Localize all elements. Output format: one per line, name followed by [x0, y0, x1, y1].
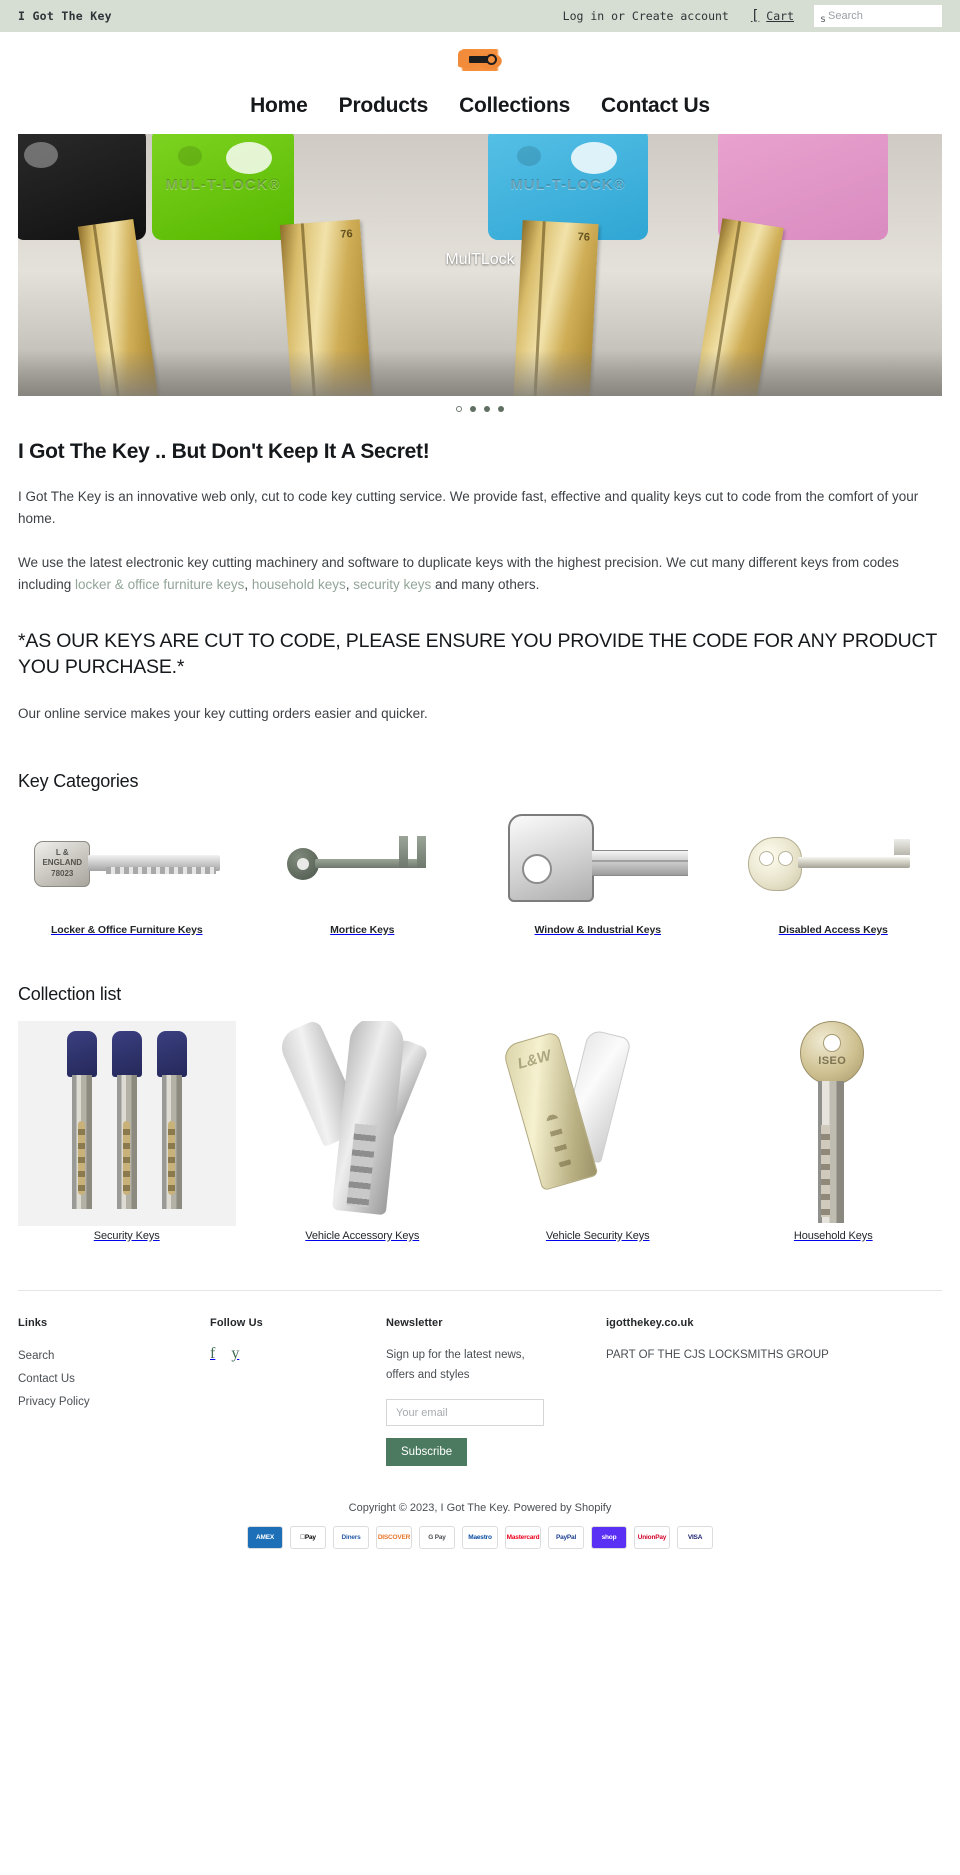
copyright: [0, 1502, 960, 1514]
key-category-window-industrial[interactable]: [489, 808, 707, 938]
search-icon: s: [820, 14, 827, 25]
collection-vehicle-security-keys[interactable]: [489, 1021, 707, 1244]
cart-icon: [: [750, 8, 760, 24]
nav-item-products[interactable]: Products: [338, 94, 429, 117]
vehicle-security-keys-art: [515, 1036, 680, 1211]
footer-site-heading: igotthekey.co.uk: [606, 1316, 694, 1329]
intro-paragraph: I Got The Key is an innovative web only, cut to code key cutting service. We provide fast, effective and quality keys cut to code from the comfort of your home.: [18, 489, 919, 526]
collection-household-keys[interactable]: [725, 1021, 943, 1244]
key-dimples: [546, 1113, 573, 1170]
key-head-small-hole: [517, 146, 541, 166]
key-center: [332, 1021, 406, 1216]
key-blade: [162, 1075, 182, 1209]
key-head: [508, 814, 594, 902]
sep-1: ,: [244, 576, 252, 592]
key-category-label: Mortice Keys: [330, 923, 395, 936]
logo-area: [0, 32, 960, 80]
or-label: or: [611, 9, 625, 23]
key-cap: [112, 1031, 142, 1077]
key-bow-stamp: L & ENGLAND 78023: [42, 847, 83, 879]
carousel-dot-2[interactable]: [470, 406, 476, 412]
window-key-image: [489, 808, 707, 920]
key-blade: [818, 1081, 844, 1223]
key-bow-hole: [823, 1034, 841, 1052]
machinery-paragraph-pre: We use the latest electronic key cutting machinery and software to duplicate keys with the highest precision. We cut many different keys from codes including: [18, 554, 899, 592]
maestro-icon: Maestro: [462, 1526, 498, 1549]
top-utility-bar: [0, 0, 960, 32]
key-blade: [592, 850, 688, 876]
vehicle-accessory-keys-art: [280, 1023, 445, 1223]
key-category-locker-office-furniture[interactable]: [18, 808, 236, 938]
subscribe-button[interactable]: Subscribe: [386, 1438, 467, 1466]
social-icons: [210, 1345, 386, 1363]
key-cap: [67, 1031, 97, 1077]
key-category-label: Disabled Access Keys: [778, 923, 888, 936]
machinery-paragraph-post: and many others.: [431, 576, 540, 592]
collection-security-keys[interactable]: [18, 1021, 236, 1244]
key-category-label: Locker & Office Furniture Keys: [50, 923, 203, 936]
key-ward: [417, 836, 426, 868]
carousel-dot-4[interactable]: [498, 406, 504, 412]
disabled-access-key-art: [748, 829, 918, 899]
household-key-art: [798, 1021, 868, 1226]
collection-label: Household Keys: [793, 1229, 873, 1242]
facebook-glyph: f: [210, 1344, 216, 1362]
discover-icon: DISCOVER: [376, 1526, 412, 1549]
key-brand-stamp: L&W: [515, 1046, 554, 1073]
footer-follow-heading: Follow Us: [210, 1316, 263, 1329]
collection-label: Vehicle Security Keys: [545, 1229, 650, 1242]
paypal-icon: PayPal: [548, 1526, 584, 1549]
facebook-icon[interactable]: [210, 1345, 215, 1363]
account-links: [563, 9, 729, 23]
window-key-art: [508, 814, 688, 914]
diners-club-icon: Diners: [333, 1526, 369, 1549]
footer-link-contact-us[interactable]: Contact Us: [18, 1372, 75, 1385]
collection-list-grid: [18, 1021, 942, 1244]
key-rod: [798, 857, 910, 868]
footer-links-heading: Links: [18, 1316, 48, 1329]
collection-label: Vehicle Accessory Keys: [305, 1229, 420, 1242]
key-ward: [399, 836, 408, 868]
code-notice-heading: *AS OUR KEYS ARE CUT TO CODE, PLEASE ENSURE YOU PROVIDE THE CODE FOR ANY PRODUCT YOU PURCHASE.*: [18, 630, 937, 679]
cart-label: Cart: [766, 9, 794, 23]
locker-key-image: [18, 808, 236, 920]
disabled-access-key-image: [725, 808, 943, 920]
google-pay-icon: G Pay: [419, 1526, 455, 1549]
shop-pay-icon: shop: [591, 1526, 627, 1549]
amex-icon: AMEX: [247, 1526, 283, 1549]
footer-column-follow: [210, 1317, 386, 1466]
footer-column-site: [606, 1317, 942, 1466]
key-head-hole: [24, 142, 58, 168]
copyright-mid: .: [507, 1502, 514, 1515]
key-tip: [894, 839, 910, 855]
carousel-dot-1[interactable]: [456, 406, 462, 412]
key-head-brand-text: MUL-T-LOCK®: [510, 176, 626, 193]
key-categories-title: Key Categories: [18, 770, 139, 791]
key-blade: [72, 1075, 92, 1209]
blade-number: 76: [339, 227, 354, 241]
page-title: I Got The Key .. But Don't Keep It A Secret!: [18, 440, 430, 463]
collection-vehicle-accessory-keys[interactable]: [254, 1021, 472, 1244]
mortice-key-art: [287, 834, 437, 894]
key-category-disabled-access[interactable]: [725, 808, 943, 938]
key-blade: [117, 1075, 137, 1209]
footer-column-links: [18, 1317, 210, 1466]
create-account-link[interactable]: Create account: [631, 9, 729, 23]
visa-icon: VISA: [677, 1526, 713, 1549]
twitter-icon[interactable]: [231, 1345, 239, 1363]
security-key: [67, 1031, 97, 1216]
hero-slide[interactable]: [18, 134, 942, 396]
payment-icons-bar: [0, 1526, 960, 1555]
footer-column-newsletter: [386, 1317, 606, 1466]
powered-by-shopify-link[interactable]: Powered by Shopify: [513, 1502, 612, 1515]
key-head-hole: [571, 142, 617, 174]
footer: [0, 1291, 960, 1466]
search-box[interactable]: [814, 5, 942, 27]
mastercard-icon: Mastercard: [505, 1526, 541, 1549]
newsletter-email-input[interactable]: [386, 1399, 544, 1426]
main-navigation: [0, 80, 960, 134]
household-key-image: [725, 1021, 943, 1226]
login-link[interactable]: Log in: [562, 9, 605, 23]
footer-site-text: PART OF THE CJS LOCKSMITHS GROUP: [606, 1348, 829, 1361]
logo-key-bow: [486, 54, 497, 65]
key-cap: [157, 1031, 187, 1077]
security-keys-image: [18, 1021, 236, 1226]
newsletter-description: Sign up for the latest news, offers and styles: [386, 1348, 525, 1381]
key-bow: [800, 1021, 864, 1085]
footer-newsletter-heading: Newsletter: [386, 1316, 443, 1329]
nav-item-contact-us[interactable]: Contact Us: [601, 94, 710, 117]
vehicle-security-keys-image: [489, 1021, 707, 1226]
key-category-label: Window & Industrial Keys: [534, 923, 661, 936]
orange-key-logo[interactable]: [458, 49, 502, 71]
hero-section: [0, 134, 960, 396]
nav-item-collections[interactable]: Collections: [459, 94, 571, 117]
sep-2: ,: [345, 576, 354, 592]
hero-caption: MulTLock: [445, 251, 515, 268]
locker-key-art: [34, 837, 219, 891]
link-household-keys[interactable]: household keys: [251, 576, 346, 592]
security-keys-art: [67, 1031, 187, 1216]
link-locker-office-furniture-keys[interactable]: locker & office furniture keys: [75, 576, 245, 592]
key-wing-bow: [748, 837, 802, 891]
apple-pay-icon: Pay: [290, 1526, 326, 1549]
machinery-paragraph: [18, 552, 942, 596]
footer-link-privacy-policy[interactable]: Privacy Policy: [18, 1395, 90, 1408]
key-head-green: [152, 134, 294, 240]
union-pay-icon: UnionPay: [634, 1526, 670, 1549]
main-content: [0, 440, 960, 1244]
blade-number: 76: [577, 231, 591, 244]
nav-item-home[interactable]: Home: [250, 94, 308, 117]
collection-label: Security Keys: [93, 1229, 160, 1242]
key-head-brand-text: MUL-T-LOCK®: [165, 176, 281, 193]
security-key: [112, 1031, 142, 1216]
key-brand-stamp: ISEO: [818, 1054, 847, 1067]
collection-list-title: Collection list: [18, 983, 122, 1004]
footer-link-search[interactable]: Search: [18, 1349, 55, 1362]
key-stem: [315, 859, 425, 868]
key-teeth: [106, 867, 216, 874]
key-head-hole: [522, 854, 552, 884]
twitter-glyph: y: [231, 1344, 240, 1362]
cart-link[interactable]: [751, 9, 794, 23]
carousel-dot-3[interactable]: [484, 406, 490, 412]
key-bow: [34, 841, 90, 887]
copyright-store-link[interactable]: I Got The Key: [440, 1502, 508, 1515]
key-category-mortice[interactable]: [254, 808, 472, 938]
copyright-pre: Copyright © 2023,: [348, 1502, 441, 1515]
mortice-key-image: [254, 808, 472, 920]
hero-shadow-band: [18, 350, 942, 396]
key-head-small-hole: [178, 146, 202, 166]
site-brand-text: I Got The Key: [18, 9, 112, 23]
online-service-paragraph: Our online service makes your key cutting orders easier and quicker.: [18, 705, 428, 721]
security-key: [157, 1031, 187, 1216]
key-head-hole: [226, 142, 272, 174]
search-input[interactable]: [828, 10, 960, 22]
carousel-dots: [0, 396, 960, 418]
link-security-keys[interactable]: security keys: [353, 576, 432, 592]
vehicle-accessory-keys-image: [254, 1021, 472, 1226]
key-categories-grid: [18, 808, 942, 938]
top-bar-right-group: [563, 5, 942, 27]
